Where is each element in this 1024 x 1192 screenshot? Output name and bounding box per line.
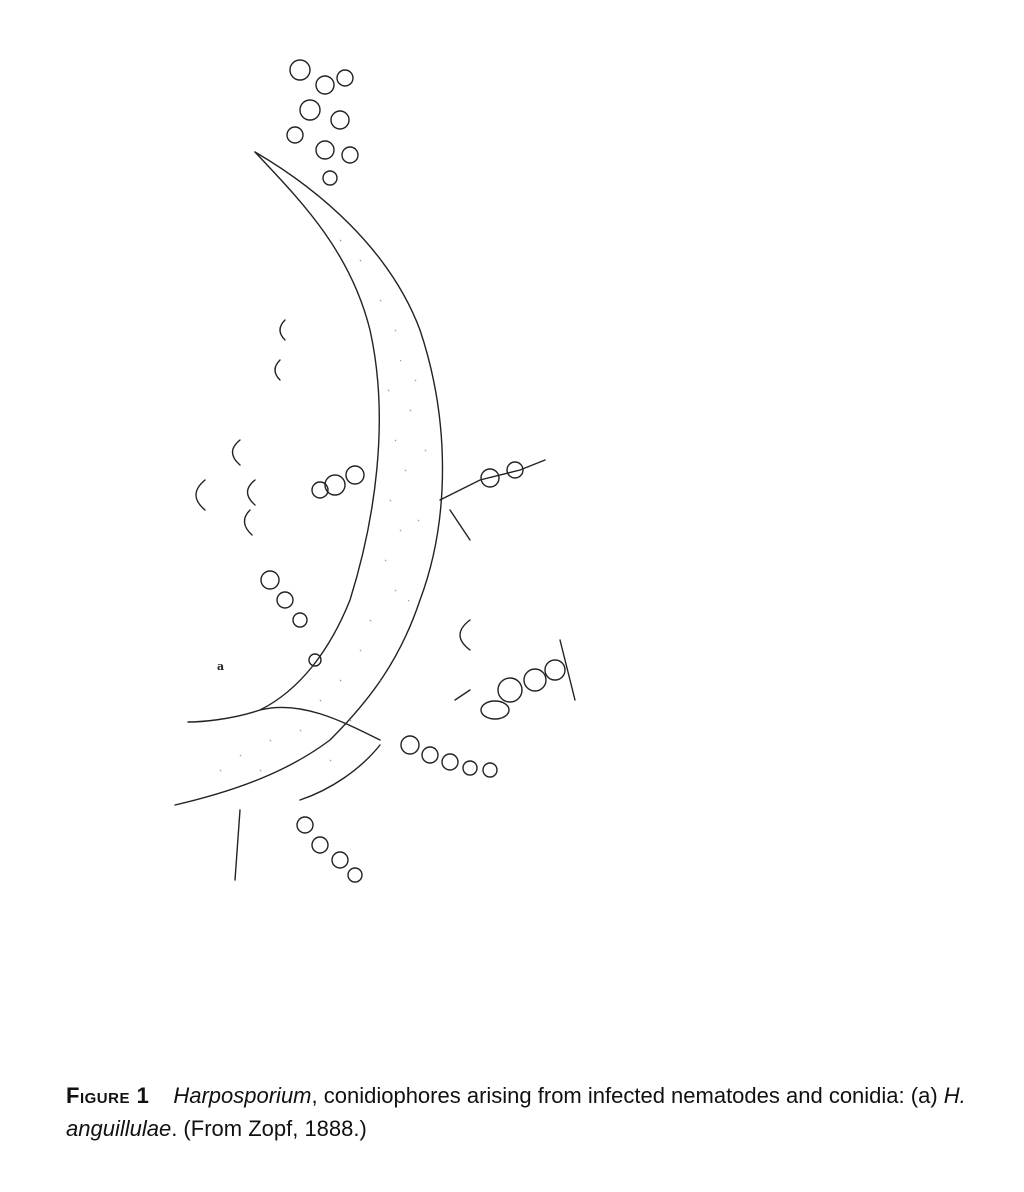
genus-name: Harposporium — [173, 1083, 312, 1108]
conidiophore-right — [440, 460, 545, 540]
panel-label: a — [217, 660, 225, 673]
figure-caption — [66, 1081, 986, 1144]
conidiophore-bottom — [235, 736, 497, 882]
conidia-left — [196, 320, 364, 666]
nematode-body — [175, 152, 443, 805]
conidiophore-lower-right — [455, 620, 575, 719]
conidia-top — [287, 60, 358, 185]
figure-label: FIGURE 1 — [66, 1083, 150, 1108]
species-name: H. anguillulae — [66, 1083, 966, 1141]
nematode-inner-edge — [188, 152, 379, 722]
caption-text-2: . (From Zopf, 1888.) — [171, 1116, 367, 1141]
nematode-stipple — [220, 240, 426, 771]
caption-text-1: , conidiophores arising from infected nematodes and conidia: (a) — [311, 1083, 944, 1108]
